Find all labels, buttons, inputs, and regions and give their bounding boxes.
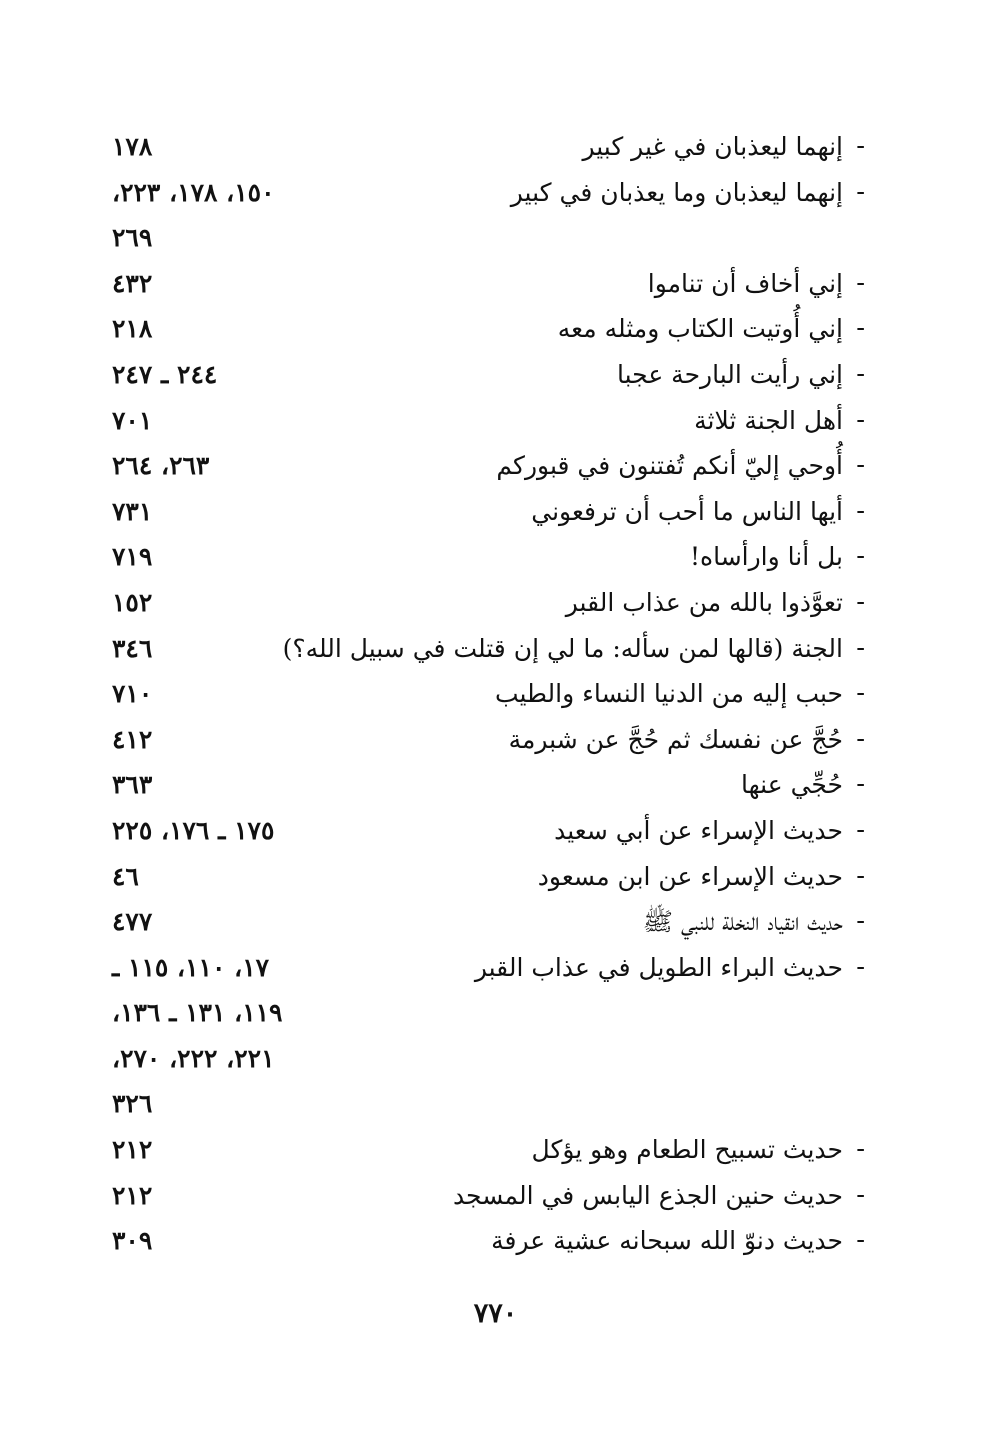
index-entry: [0, 671, 991, 717]
index-entry-line: [0, 1173, 991, 1219]
entry-dash: -: [856, 176, 865, 207]
index-entry-line: [0, 398, 991, 444]
index-entry-line: [0, 352, 991, 398]
index-entry: [0, 124, 991, 170]
entry-dash: -: [856, 1179, 865, 1210]
entry-page-refs: ٤٣٢: [112, 268, 153, 298]
index-entry-line: [0, 580, 991, 626]
entry-text: حُجَّ عن نفسك ثم حُجَّ عن شبرمة: [508, 724, 843, 754]
entry-dash: -: [856, 313, 865, 344]
entry-page-refs: ٤٧٧: [112, 907, 153, 937]
index-entry-line: [0, 1036, 991, 1082]
entry-dash: -: [856, 267, 865, 298]
page-number: ٧٧٠: [473, 1298, 518, 1329]
entry-page-refs: ٤١٢: [112, 724, 153, 754]
entry-text: حُجِّي عنها: [741, 770, 843, 800]
entry-text: حديث انقياد النخلة للنبي ﷺ: [642, 907, 843, 937]
index-entry: [0, 1218, 991, 1264]
entry-text: إني أُوتيت الكتاب ومثله معه: [557, 314, 843, 344]
entry-page-refs: ٧٠١: [112, 405, 153, 435]
entry-text: حديث الإسراء عن أبي سعيد: [554, 815, 843, 845]
index-entry: [0, 899, 991, 945]
entry-text: أهل الجنة ثلاثة: [694, 405, 843, 435]
entry-dash: -: [856, 860, 865, 891]
index-entry: [0, 762, 991, 808]
entry-page-refs: ١٧، ١١٠، ١١٥ ـ: [112, 952, 270, 982]
index-entry: [0, 306, 991, 352]
entry-text: تعوَّذوا بالله من عذاب القبر: [565, 587, 843, 617]
index-entry-line: [0, 945, 991, 991]
index-entry: [0, 580, 991, 626]
index-entry-line: [0, 717, 991, 763]
entry-text: الجنة (قالها لمن سأله: ما لي إن قتلت في سبيل الله؟): [282, 633, 843, 663]
entry-dash: -: [856, 404, 865, 435]
index-entry: [0, 717, 991, 763]
entry-dash: -: [856, 769, 865, 800]
index-entry-list: [0, 124, 991, 1264]
entry-dash: -: [856, 1225, 865, 1256]
entry-page-refs: ١٥٠، ١٧٨، ٢٢٣،: [112, 177, 275, 207]
index-entry-line: [0, 626, 991, 672]
entry-text: حديث الإسراء عن ابن مسعود: [537, 861, 843, 891]
index-entry-line: [0, 306, 991, 352]
index-entry: [0, 489, 991, 535]
entry-text: حديث حنين الجذع اليابس في المسجد: [452, 1180, 843, 1210]
index-entry-line: [0, 1127, 991, 1173]
index-entry-line: [0, 261, 991, 307]
entry-text: حديث دنوّ الله سبحانه عشية عرفة: [491, 1226, 843, 1256]
entry-dash: -: [856, 541, 865, 572]
entry-page-refs: ٢٦٩: [112, 223, 153, 253]
entry-dash: -: [856, 1134, 865, 1165]
index-entry: [0, 261, 991, 307]
index-entry-line: [0, 762, 991, 808]
index-entry-line: [0, 443, 991, 489]
index-entry-line: [0, 1081, 991, 1127]
entry-text: أيها الناس ما أحب أن ترفعوني: [531, 496, 843, 526]
entry-dash: -: [856, 358, 865, 389]
entry-page-refs: ٧١٩: [112, 542, 153, 572]
entry-dash: -: [856, 450, 865, 481]
entry-dash: -: [856, 906, 865, 937]
entry-page-refs: ١٧٨: [112, 132, 153, 161]
index-entry: [0, 1127, 991, 1173]
index-entry-line: [0, 534, 991, 580]
entry-text: حديث تسبيح الطعام وهو يؤكل: [531, 1135, 843, 1165]
index-entry: [0, 170, 991, 261]
index-entry: [0, 352, 991, 398]
entry-page-refs: ١١٩، ١٣١ ـ ١٣٦،: [112, 998, 283, 1028]
index-entry: [0, 534, 991, 580]
entry-page-refs: ٢٦٣، ٢٦٤: [112, 451, 210, 481]
index-entry-line: [0, 1218, 991, 1264]
index-entry-line: [0, 215, 991, 261]
index-entry-line: [0, 808, 991, 854]
entry-dash: -: [856, 723, 865, 754]
index-entry-line: [0, 170, 991, 216]
entry-dash: -: [856, 678, 865, 709]
entry-page-refs: ٢١٢: [112, 1135, 153, 1165]
index-entry-line: [0, 489, 991, 535]
entry-page-refs: ٧٣١: [112, 496, 153, 526]
entry-page-refs: ٧١٠: [112, 679, 153, 709]
index-entry: [0, 1173, 991, 1219]
entry-page-refs: ٣٦٣: [112, 770, 153, 800]
entry-dash: -: [856, 586, 865, 617]
entry-text: إنهما ليعذبان وما يعذبان في كبير: [510, 177, 843, 207]
entry-page-refs: ٢٢١، ٢٢٢، ٢٧٠،: [112, 1043, 275, 1073]
index-entry: [0, 443, 991, 489]
entry-page-refs: ١٧٥ ـ ١٧٦، ٢٢٥: [112, 815, 275, 845]
entry-page-refs: ٢١٨: [112, 314, 153, 344]
entry-page-refs: ٣٢٦: [112, 1089, 153, 1119]
entry-text: أُوحي إليّ أنكم تُفتنون في قبوركم: [496, 451, 843, 481]
index-entry-line: [0, 899, 991, 945]
entry-dash: -: [856, 814, 865, 845]
index-entry: [0, 398, 991, 444]
entry-text: حبب إليه من الدنيا النساء والطيب: [494, 679, 843, 709]
index-entry-line: [0, 124, 991, 170]
entry-text: إني رأيت البارحة عجبا: [617, 359, 843, 389]
entry-dash: -: [856, 951, 865, 982]
entry-dash: -: [856, 632, 865, 663]
index-entry-line: [0, 854, 991, 900]
entry-page-refs: ٤٦: [112, 861, 139, 891]
index-entry: [0, 808, 991, 854]
entry-text: إني أخاف أن تناموا: [647, 268, 843, 298]
index-entry-line: [0, 990, 991, 1036]
entry-page-refs: ٣٠٩: [112, 1226, 153, 1256]
entry-dash: -: [856, 131, 865, 161]
entry-text: بل أنا وارأساه!: [689, 542, 843, 572]
index-entry: [0, 945, 991, 1127]
entry-page-refs: ٣٤٦: [112, 633, 153, 663]
entry-page-refs: ١٥٢: [112, 587, 153, 617]
entry-page-refs: ٢٤٤ ـ ٢٤٧: [112, 359, 218, 389]
entry-dash: -: [856, 495, 865, 526]
index-entry-line: [0, 671, 991, 717]
index-entry: [0, 626, 991, 672]
entry-text: حديث البراء الطويل في عذاب القبر: [474, 952, 843, 982]
entry-page-refs: ٢١٢: [112, 1180, 153, 1210]
index-entry: [0, 854, 991, 900]
entry-text: إنهما ليعذبان في غير كبير: [582, 132, 843, 161]
